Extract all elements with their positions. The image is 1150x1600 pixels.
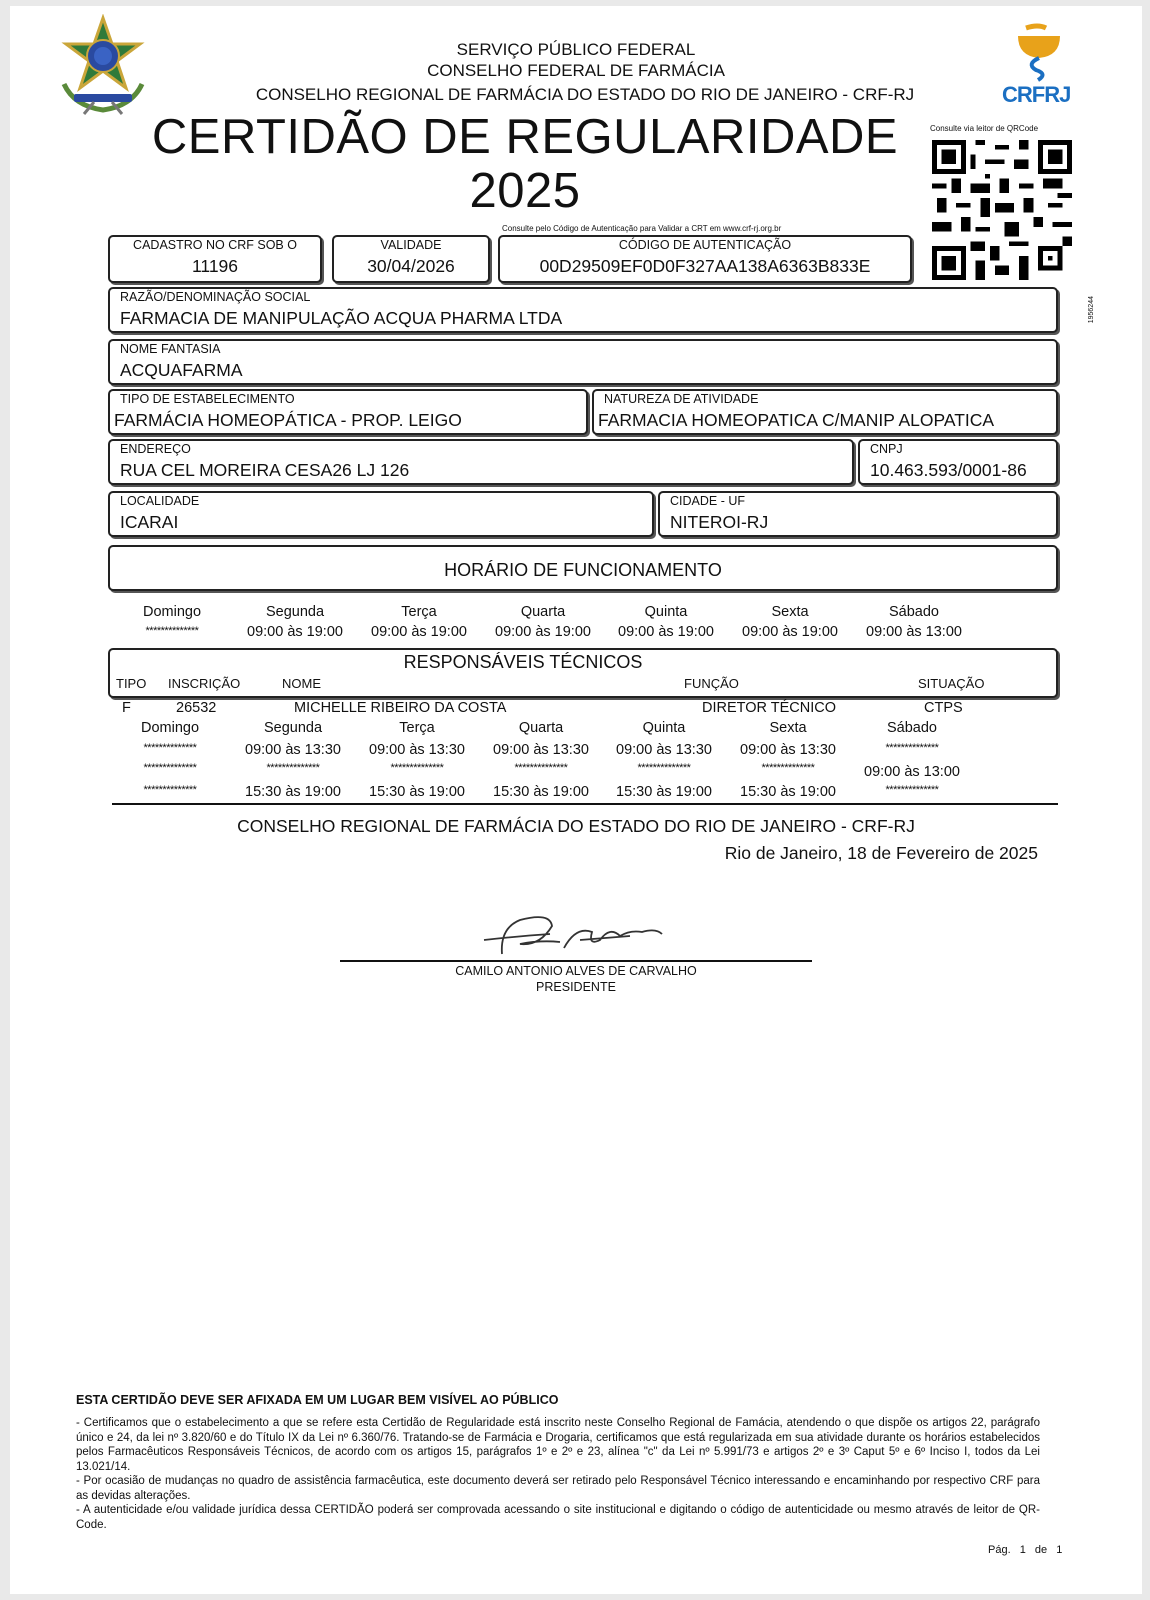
cadastro-value: 11196 (191, 256, 239, 276)
razao-box (108, 287, 1058, 333)
resp-hours-row-1 (10, 742, 1142, 762)
horario-title: HORÁRIO DE FUNCIONAMENTO (444, 560, 722, 580)
codigo-value[interactable]: 00D29509EF0D0F327AA138A6363B833E (539, 256, 871, 276)
notes-body (76, 1416, 1040, 1532)
resp-hour: 15:30 às 19:00 (369, 784, 465, 800)
page-of: de (1034, 1544, 1048, 1556)
endereco-value: RUA CEL MOREIRA CESA26 LJ 126 (120, 460, 410, 480)
tipo-value: FARMÁCIA HOMEOPÁTICA - PROP. LEIGO (114, 410, 462, 430)
fantasia-box (108, 339, 1058, 385)
resp-day: Sábado (887, 720, 937, 736)
resp-hour: ************** (390, 762, 444, 774)
endereco-box (108, 439, 854, 485)
resp-day: Domingo (140, 720, 200, 736)
horario-hours-row (10, 624, 1142, 644)
header-line-2: CONSELHO FEDERAL DE FARMÁCIA (427, 61, 725, 80)
resp-funcao: DIRETOR TÉCNICO (702, 700, 837, 716)
cidade-value: NITEROI-RJ (670, 512, 769, 532)
horario-day: Terça (401, 604, 437, 620)
col-inscricao: INSCRIÇÃO (168, 676, 241, 691)
resp-tipo: F (122, 700, 131, 716)
horario-hour: 09:00 às 19:00 (495, 624, 591, 640)
validade-label: VALIDADE (380, 238, 442, 252)
resp-day: Sexta (769, 720, 807, 736)
resp-inscricao: 26532 (176, 700, 217, 716)
resp-hour: ************** (637, 762, 691, 774)
qr-code-icon[interactable] (932, 140, 1072, 280)
resp-hour: 09:00 às 13:30 (493, 742, 589, 758)
page-total: 1 (1056, 1544, 1063, 1556)
horario-hour: 09:00 às 19:00 (247, 624, 343, 640)
resp-hour: ************** (885, 784, 939, 796)
fantasia-value: ACQUAFARMA (120, 360, 243, 380)
col-tipo: TIPO (116, 676, 147, 691)
validade-box (332, 235, 490, 283)
fantasia-label: NOME FANTASIA (120, 342, 221, 356)
cnpj-box (858, 439, 1058, 485)
resp-hour: 09:00 às 13:30 (616, 742, 712, 758)
natureza-box (592, 389, 1058, 435)
horario-day: Quinta (644, 604, 688, 620)
resp-hour: ************** (143, 784, 197, 796)
resp-hours-row-2 (10, 762, 1142, 782)
codigo-label: CÓDIGO DE AUTENTICAÇÃO (618, 238, 792, 252)
signature-line (340, 960, 812, 962)
horario-hour: 09:00 às 19:00 (742, 624, 838, 640)
note-paragraph-1: - Certificamos que o estabelecimento a que se refere esta Certidão de Regularidade está inscrito neste Conselho Regional de Famácia, atendendo o que dispõe os artigos 22, parágrafo único e 24, da lei nº 3.820/60 e do Título IX da Lei nº 6.360/76. Tratando-se de Farmácia e Drogaria, certificamos que está regularizada em sua atividade durante os horários estabelecidos pelos Farmacêuticos Responsáveis Técnicos, de acordo com os artigos 15, parágrafos 1º e 2º e 23, alínea "c" da Lei nº 5.991/73 e artigos 2º e 3º Caput 5º e 6º Inciso I, todos da Lei 13.021/14. (76, 1417, 1040, 1473)
resp-hour: 15:30 às 19:00 (493, 784, 589, 800)
cidade-box (658, 491, 1058, 537)
resp-hour: 09:00 às 13:00 (864, 764, 960, 780)
localidade-box (108, 491, 654, 537)
certificate-page (10, 6, 1142, 1594)
horario-day: Domingo (142, 604, 202, 620)
horario-hour: 09:00 às 13:00 (866, 624, 962, 640)
cnpj-label: CNPJ (870, 442, 903, 456)
header-line-1: SERVIÇO PÚBLICO FEDERAL (456, 40, 696, 59)
horario-days-row (10, 604, 1142, 624)
page-number (988, 1544, 1062, 1556)
footer-place-date: Rio de Janeiro, 18 de Fevereiro de 2025 (724, 843, 1038, 863)
localidade-value: ICARAI (120, 512, 179, 532)
responsaveis-title: RESPONSÁVEIS TÉCNICOS (403, 652, 643, 672)
resp-nome: MICHELLE RIBEIRO DA COSTA (294, 700, 507, 716)
signer-name: CAMILO ANTONIO ALVES DE CARVALHO (455, 964, 697, 978)
codigo-box (498, 235, 912, 283)
signer-role: PRESIDENTE (536, 980, 616, 994)
horario-day: Segunda (265, 604, 325, 620)
endereco-label: ENDEREÇO (120, 442, 191, 456)
auth-caption: Consulte pelo Código de Autenticação para Validar a CRT em www.crf-rj.org.br (502, 224, 782, 233)
resp-days-row (10, 720, 1142, 740)
cnpj-value: 10.463.593/0001-86 (870, 460, 1027, 480)
resp-hour: ************** (266, 762, 320, 774)
resp-day: Terça (399, 720, 435, 736)
razao-value: FARMACIA DE MANIPULAÇÃO ACQUA PHARMA LTDA (120, 308, 563, 328)
page-label: Pág. (988, 1544, 1011, 1556)
resp-hour: 15:30 às 19:00 (245, 784, 341, 800)
resp-hour: ************** (761, 762, 815, 774)
notes-title: ESTA CERTIDÃO DEVE SER AFIXADA EM UM LUGAR BEM VISÍVEL AO PÚBLICO (76, 1393, 559, 1407)
horario-hour: 09:00 às 19:00 (618, 624, 714, 640)
resp-hour: 15:30 às 19:00 (740, 784, 836, 800)
signature-image (480, 906, 680, 966)
resp-day: Segunda (263, 720, 323, 736)
page-num: 1 (1019, 1544, 1026, 1556)
razao-label: RAZÃO/DENOMINAÇÃO SOCIAL (120, 290, 311, 304)
note-paragraph-2: - Por ocasião de mudanças no quadro de assistência farmacêutica, este documento deverá ser retirado pelo Responsável Técnico interessando e encaminhando por respectivo CRF para as devidas alterações. (76, 1475, 1040, 1502)
logo-text: CRFRJ (1002, 82, 1071, 107)
cadastro-box (108, 235, 322, 283)
side-code: 1956244 (1088, 296, 1095, 324)
natureza-value: FARMACIA HOMEOPATICA C/MANIP ALOPATICA (598, 410, 995, 430)
resp-hour: 09:00 às 13:30 (245, 742, 341, 758)
tipo-box (108, 389, 588, 435)
resp-day: Quinta (642, 720, 686, 736)
resp-hour: ************** (143, 742, 197, 754)
horario-day: Sábado (889, 604, 939, 620)
resp-hours-row-3 (10, 784, 1142, 804)
horario-day: Quarta (520, 604, 566, 620)
divider (112, 803, 1058, 805)
page-year: 2025 (469, 164, 581, 218)
page-title: CERTIDÃO DE REGULARIDADE (151, 110, 899, 164)
resp-hour: ************** (514, 762, 568, 774)
header-line-3: CONSELHO REGIONAL DE FARMÁCIA DO ESTADO DO RIO DE JANEIRO - CRF-RJ (255, 85, 915, 104)
col-funcao: FUNÇÃO (684, 676, 739, 691)
resp-situacao: CTPS (924, 700, 963, 716)
col-situacao: SITUAÇÃO (918, 676, 985, 691)
resp-hour: ************** (143, 762, 197, 774)
col-nome: NOME (282, 676, 321, 691)
resp-hour: 15:30 às 19:00 (616, 784, 712, 800)
localidade-label: LOCALIDADE (120, 494, 200, 508)
resp-hour: 09:00 às 13:30 (740, 742, 836, 758)
cadastro-label: CADASTRO NO CRF SOB O (133, 238, 297, 252)
resp-hour: 09:00 às 13:30 (369, 742, 465, 758)
horario-box (108, 545, 1058, 591)
footer-council: CONSELHO REGIONAL DE FARMÁCIA DO ESTADO DO RIO DE JANEIRO - CRF-RJ (237, 816, 915, 836)
resp-hour: ************** (885, 742, 939, 754)
tipo-label: TIPO DE ESTABELECIMENTO (120, 392, 295, 406)
responsaveis-box (108, 648, 1058, 698)
cidade-label: CIDADE - UF (670, 494, 745, 508)
horario-day: Sexta (771, 604, 809, 620)
validade-value: 30/04/2026 (367, 256, 455, 276)
natureza-label: NATUREZA DE ATIVIDADE (604, 392, 759, 406)
horario-hour: ************** (145, 625, 199, 637)
horario-hour: 09:00 às 19:00 (371, 624, 467, 640)
note-paragraph-3: - A autenticidade e/ou validade jurídica dessa CERTIDÃO poderá ser comprovada acessando o site institucional e digitando o código de autenticidade ou mesmo através de leitor de QR-Code. (76, 1504, 1040, 1531)
qr-caption: Consulte via leitor de QRCode (930, 124, 1039, 133)
resp-day: Quarta (518, 720, 564, 736)
